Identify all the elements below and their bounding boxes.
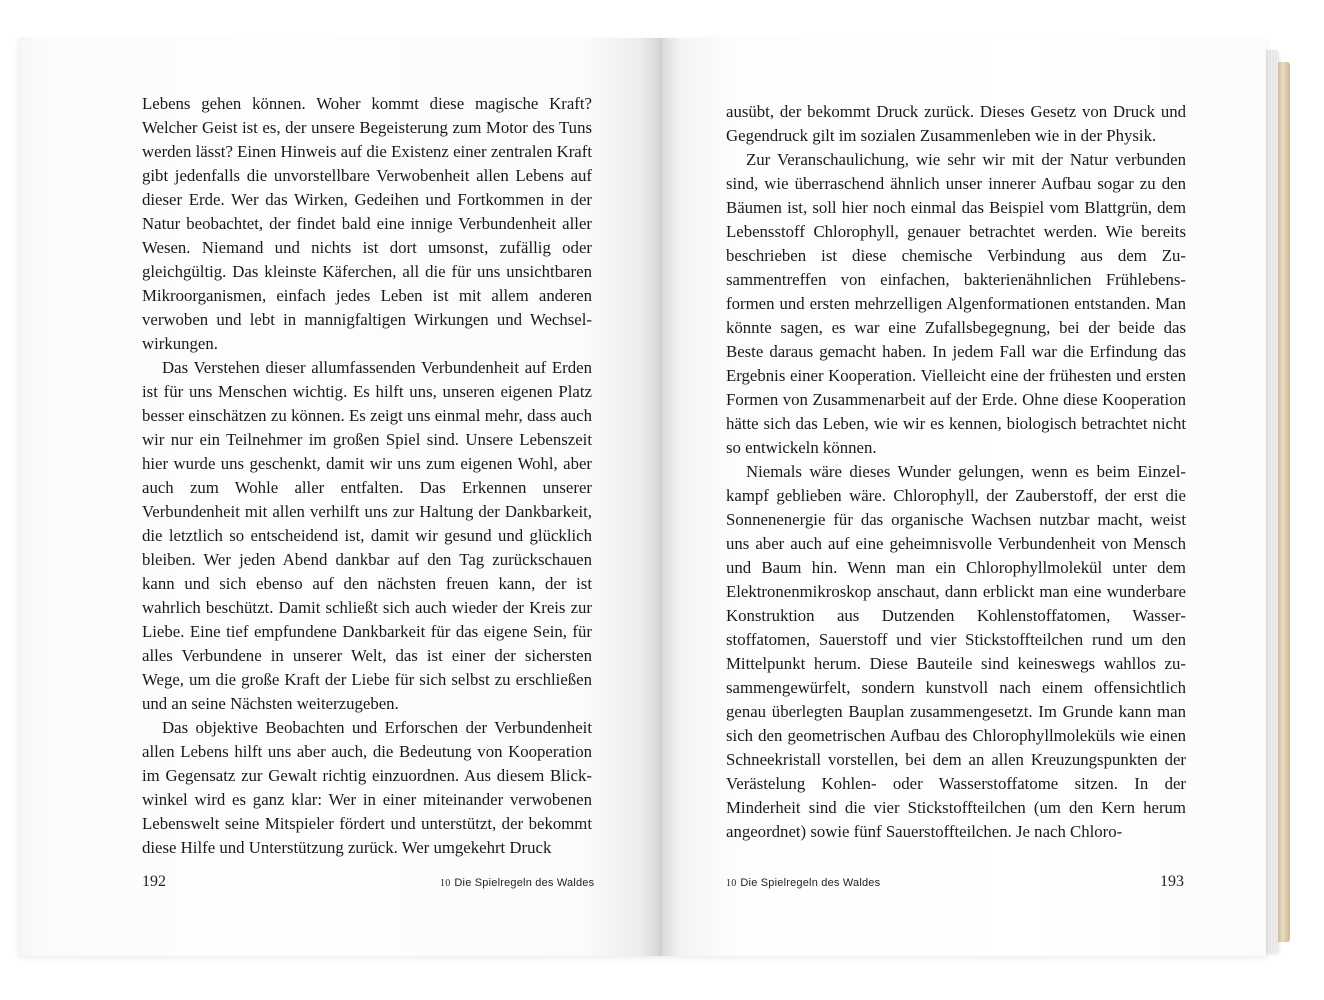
left-page-body [142, 92, 592, 860]
book-cover-edge [1276, 62, 1290, 942]
right-paragraph-1: ausübt, der bekommt Druck zurück. Dieses Gesetz von Druck und Gegendruck gilt im sozialen Zusammenleben wie in der Physik. [726, 102, 1186, 145]
right-running-head-chapter: 10 [726, 878, 737, 889]
left-paragraph-1: Lebens gehen können. Woher kommt diese magische Kraft? Welcher Geist ist es, der unsere Begeisterung zum Motor des Tuns werden lässt? Einen Hinweis auf die Existenz einer zentralen Kraft gibt jedenfalls die unvorstellbare Verwobenheit allen Lebens auf dieser Erde. Wer das Wirken, Gedeihen und Fortkommen in der Natur beobachtet, der findet bald eine innige Verbundenheit aller Wesen. Niemand und nichts ist dort umsonst, zufällig oder gleichgültig. Das kleinste Käferchen, all die für uns unsichtbaren Mikroorganismen, einfach jedes Leben ist mit allem anderen verwoben und lebt in mannigfaltigen Wirkungen und Wechselwirkungen. [142, 94, 592, 353]
right-running-head [726, 877, 880, 889]
left-running-head-title: Die Spielregeln des Waldes [454, 877, 595, 889]
left-running-head-chapter: 10 [440, 878, 451, 889]
right-running-head-title: Die Spielregeln des Waldes [740, 877, 881, 889]
right-page-body [726, 100, 1186, 844]
book-gutter [640, 38, 680, 956]
left-running-head [440, 877, 594, 889]
right-paragraph-3: Niemals wäre dieses Wunder gelungen, wenn es beim Einzelkampf geblieben wäre. Chlorophyll, der Zauberstoff, der erst die Sonnenenergie für das organische Wachsen nutzbar macht, weist uns aber auch auf eine geheimnisvolle Verbundenheit von Mensch und Baum hin. Wenn man ein Chlorophyllmolekül unter dem Elektronenmikroskop anschaut, dann erblickt man eine wunderbare Konstruktion aus Dutzenden Kohlenstoffatomen, Wasserstoffatomen, Sauerstoff und vier Stickstoffteilchen rund um den Mittelpunkt herum. Diese Bauteile sind keineswegs wahllos zusammengewürfelt, sondern kunstvoll nach einem offensichtlich genau überlegten Bauplan zusammengesetzt. Im Grunde kann man sich den geometrischen Aufbau des Chlorophyllmoleküls wie einen Schneekristall vorstellen, bei dem an allen Kreuzungspunkten der Verästelung Kohlen- oder Wasserstoffatome sitzen. In der Minderheit sind die vier Stickstoffteilchen (um den Kern herum angeordnet) sowie fünf Sauerstoffteilchen. Je nach Chloro- [726, 462, 1186, 841]
right-page-number: 193 [1160, 873, 1184, 890]
left-page-number: 192 [142, 873, 166, 890]
left-paragraph-2: Das Verstehen dieser allumfassenden Verbundenheit auf Erden ist für uns Menschen wichtig. Es hilft uns, unseren eigenen Platz besser einschätzen zu können. Es zeigt uns einmal mehr, dass auch wir nur ein Teilnehmer im großen Spiel sind. Unsere Lebenszeit hier wurde uns geschenkt, damit wir uns zum eigenen Wohl, aber auch zum Wohle aller entfalten. Das Erkennen unserer Verbundenheit mit allen verhilft uns zur Haltung der Dankbarkeit, die letztlich so entscheidend ist, damit wir gesund und glücklich bleiben. Wer jeden Abend dankbar auf den Tag zurückschauen kann und sich ebenso auf den nächsten freuen kann, der ist wahrlich beschützt. Damit schließt sich auch wieder der Kreis zur Liebe. Eine tief empfundene Dankbarkeit für das eigene Sein, für alles Verbundene in unserer Welt, das ist einer der sichersten Wege, um die große Kraft der Liebe für sich selbst zu erschließen und an seine Nächsten weiterzugeben. [142, 358, 592, 713]
right-paragraph-2: Zur Veranschaulichung, wie sehr wir mit der Natur verbunden sind, wie überraschend ähnlich unser innerer Aufbau sogar zu den Bäumen ist, soll hier noch einmal das Beispiel vom Blattgrün, dem Lebensstoff Chlorophyll, genauer betrachtet werden. Wie bereits beschrieben ist diese chemische Verbindung aus dem Zusammentreffen von einfachen, bakterienähnlichen Frühlebensformen und ersten mehrzelligen Algenformationen entstanden. Man könnte sagen, es war eine Zufallsbegegnung, bei der beide das Beste daraus gemacht haben. In jedem Fall war die Erfindung das Ergebnis einer Kooperation. Vielleicht eine der frühesten und ersten Formen von Zusammenarbeit auf der Erde. Ohne diese Kooperation hätte sich das Leben, wie wir es kennen, biologisch betrachtet nicht so entwickeln können. [726, 150, 1186, 457]
left-paragraph-3: Das objektive Beobachten und Erforschen der Verbundenheit allen Lebens hilft uns aber auch, die Bedeutung von Kooperation im Gegensatz zur Gewalt richtig einzuordnen. Aus diesem Blickwinkel wird es ganz klar: Wer in einer miteinander verwobenen Lebenswelt seine Mitspieler fördert und unterstützt, der bekommt diese Hilfe und Unterstützung zurück. Wer umgekehrt Druck [142, 718, 592, 857]
